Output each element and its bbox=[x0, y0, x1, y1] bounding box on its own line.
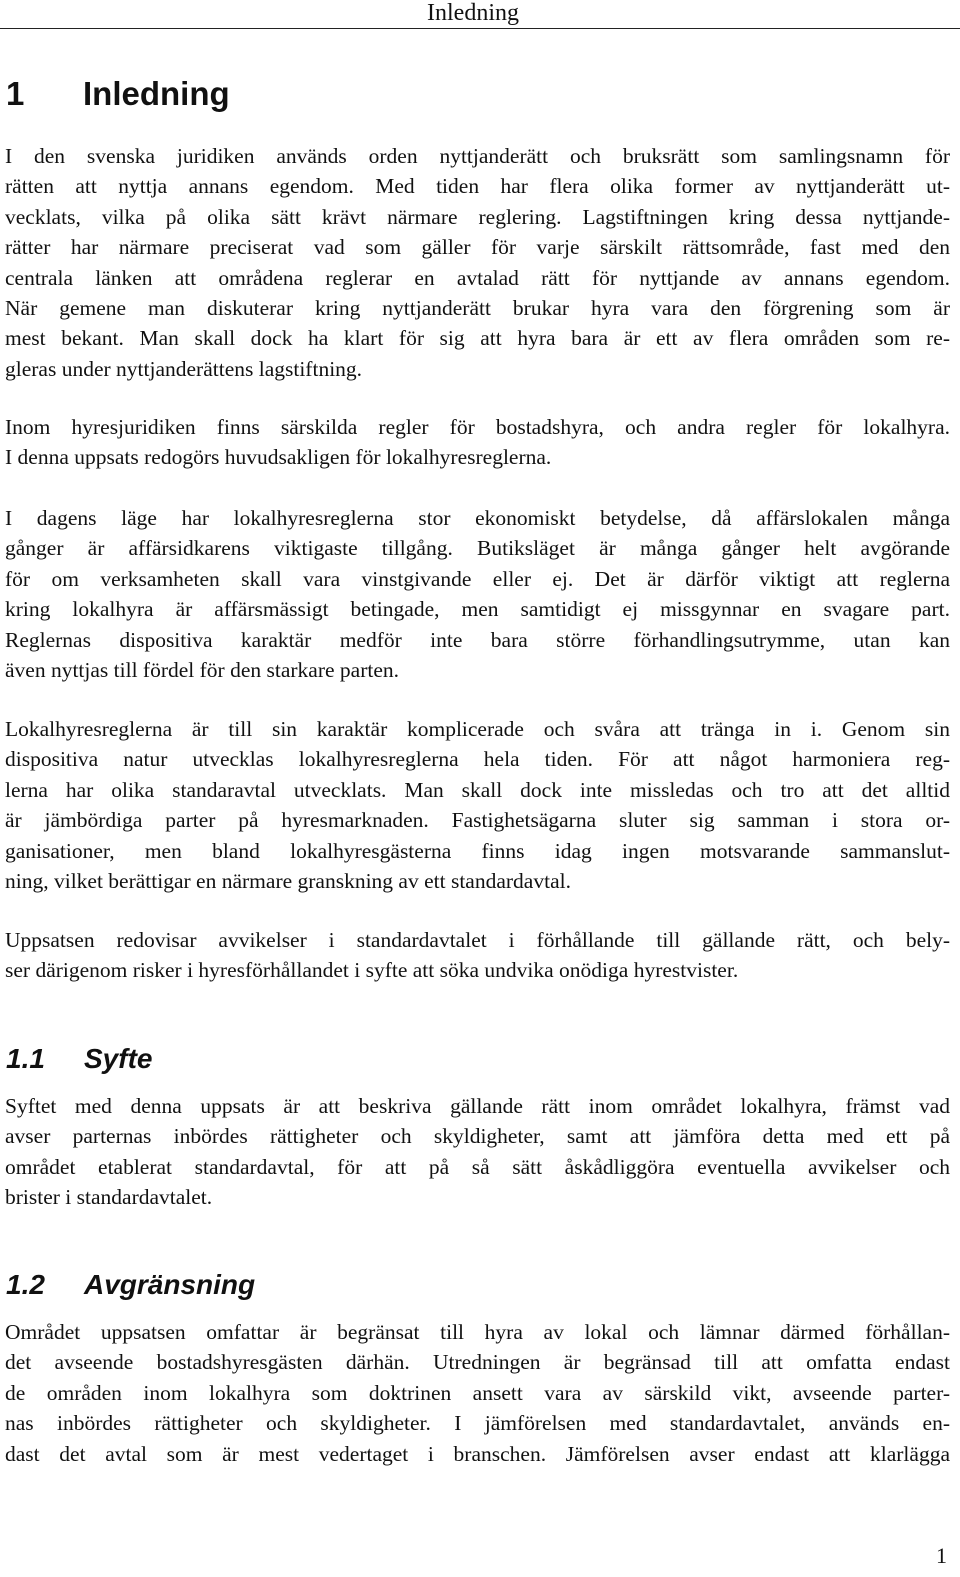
running-header-title: Inledning bbox=[427, 0, 519, 26]
text-line: brister i standardavtalet. bbox=[5, 1185, 213, 1210]
text-line: rätter har närmare preciserat vad som gäller för varje särskilt rättsområde, fast med den bbox=[5, 235, 950, 260]
text-line: Lokalhyresreglerna är till sin karaktär komplicerade och svåra att tränga in i. Genom sin bbox=[5, 717, 950, 741]
text-line: dispositiva natur utvecklas lokalhyresreglerna hela tiden. För att något harmoniera reg- bbox=[5, 747, 950, 772]
chapter-title: Inledning bbox=[83, 75, 230, 112]
text-line: för om verksamheten skall vara vinstgivande eller ej. Det är därför viktigt att reglerna bbox=[5, 566, 950, 591]
text-line: även nyttjas till fördel för den starkare parten. bbox=[5, 657, 400, 682]
text-line: I denna uppsats redogörs huvudsakligen för lokalhyresreglerna. bbox=[5, 445, 552, 470]
text-line: mest bekant. Man skall dock ha klart för sig att hyra bara är ett av flera områden som re- bbox=[5, 326, 950, 351]
text-line: är jämbördiga parter på hyresmarknaden. Fastighetsägarna sluter sig samman i stora or- bbox=[5, 808, 950, 833]
text-line: Området uppsatsen omfattar är begränsat till hyra av lokal och lämnar därmed förhållan- bbox=[5, 1320, 950, 1344]
text-line: gånger är affärsidkarens viktigaste tillgång. Butiksläget är många gånger helt avgörande bbox=[5, 536, 950, 561]
text-line: avser parternas inbördes rättigheter och skyldigheter, samt att jämföra detta med ett på bbox=[5, 1124, 950, 1149]
text-line: gleras under nyttjanderättens lagstiftning. bbox=[5, 356, 363, 381]
section-heading-syfte bbox=[6, 1042, 152, 1076]
running-header bbox=[0, 0, 960, 29]
text-line: rätten att nyttja annans egendom. Med tiden har flera olika former av nyttjanderätt ut- bbox=[5, 174, 950, 199]
intro-paragraph-2 bbox=[5, 412, 950, 473]
section-number: 1.2 bbox=[6, 1269, 45, 1300]
text-line: Reglernas dispositiva karaktär medför inte bara större förhandlingsutrymme, utan kan bbox=[5, 627, 950, 652]
chapter-heading bbox=[6, 74, 230, 114]
text-line: ser därigenom risker i hyresförhållandet i syfte att söka undvika onödiga hyrestvister. bbox=[5, 958, 739, 983]
intro-paragraph-4 bbox=[5, 714, 950, 896]
text-line: Syftet med denna uppsats är att beskriva gällande rätt inom området lokalhyra, främst vad bbox=[5, 1094, 950, 1118]
section-heading-avgransning bbox=[6, 1268, 255, 1302]
text-line: kring lokalhyra är affärsmässigt betingade, men samtidigt ej missgynnar en svagare part. bbox=[5, 597, 950, 622]
intro-paragraph-3 bbox=[5, 503, 950, 685]
text-line: de områden inom lokalhyra som doktrinen ansett vara av särskild vikt, avseende parter- bbox=[5, 1380, 950, 1405]
text-line: Uppsatsen redovisar avvikelser i standardavtalet i förhållande till gällande rätt, och bely- bbox=[5, 928, 950, 952]
text-line: lerna har olika standaravtal utvecklats. Man skall dock inte missledas och tro att det alltid bbox=[5, 777, 950, 802]
section-title: Avgränsning bbox=[84, 1269, 256, 1300]
avgransning-paragraph bbox=[5, 1317, 950, 1469]
intro-paragraph-5 bbox=[5, 925, 950, 986]
text-line: centrala länken att områdena reglerar en avtalad rätt för nyttjande av annans egendom. bbox=[5, 265, 950, 290]
section-number: 1.1 bbox=[6, 1043, 45, 1074]
text-line: vecklats, vilka på olika sätt krävt närmare reglering. Lagstiftningen kring dessa nyttjande- bbox=[5, 204, 950, 229]
text-line: ganisationer, men bland lokalhyresgästerna finns idag ingen motsvarande sammanslut- bbox=[5, 838, 950, 863]
text-line: När gemene man diskuterar kring nyttjanderätt brukar hyra vara den förgrening som är bbox=[5, 295, 950, 320]
text-line: I den svenska juridiken används orden nyttjanderätt och bruksrätt som samlingsnamn för bbox=[5, 144, 950, 168]
text-line: det avseende bostadshyresgästen därhän. Utredningen är begränsad till att omfatta endast bbox=[5, 1350, 950, 1375]
text-line: dast det avtal som är mest vedertaget i branschen. Jämförelsen avser endast att klarlägga bbox=[5, 1441, 950, 1466]
text-line: nas inbördes rättigheter och skyldigheter. I jämförelsen med standardavtalet, används en- bbox=[5, 1411, 950, 1436]
text-line: området etablerat standardavtal, för att på så sätt åskådliggöra eventuella avvikelser och bbox=[5, 1154, 950, 1179]
section-title: Syfte bbox=[84, 1043, 153, 1074]
text-line: ning, vilket berättigar en närmare granskning av ett standardavtal. bbox=[5, 868, 571, 893]
text-line: Inom hyresjuridiken finns särskilda regler för bostadshyra, och andra regler för lokalhyra. bbox=[5, 415, 950, 439]
text-line: I dagens läge har lokalhyresreglerna stor ekonomiskt betydelse, då affärslokalen många bbox=[5, 506, 950, 530]
syfte-paragraph bbox=[5, 1091, 950, 1213]
page-number: 1 bbox=[936, 1543, 947, 1568]
chapter-number: 1 bbox=[6, 75, 25, 112]
intro-paragraph-1 bbox=[5, 141, 950, 384]
